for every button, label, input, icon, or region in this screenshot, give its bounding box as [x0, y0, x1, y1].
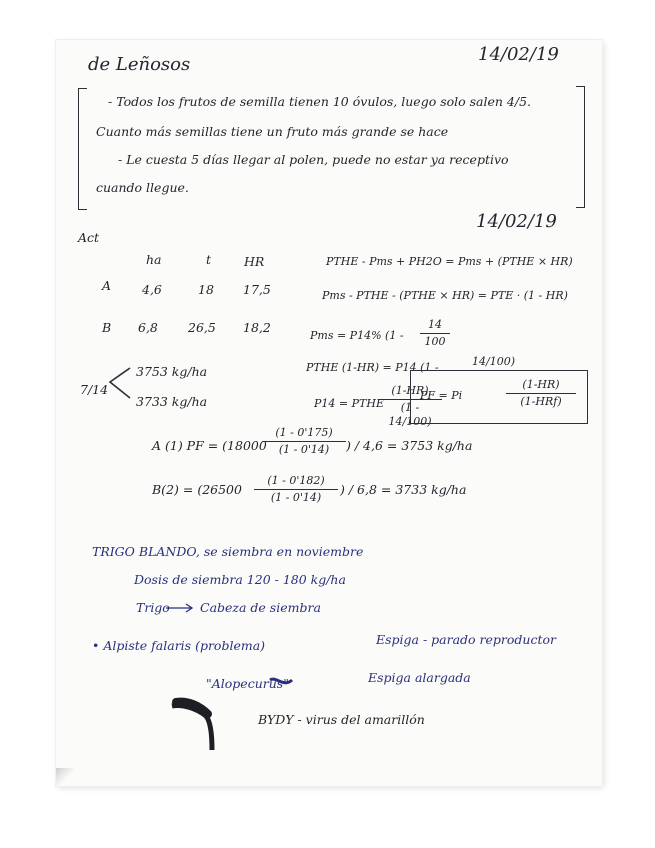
wheat-line-4: • Alpiste falaris (problema) [92, 638, 266, 653]
note-line: Cuanto más semillas tiene un fruto más grande se hace [96, 124, 449, 139]
fraction-numerator: (1-HR) [391, 384, 429, 397]
formula-4-fraction: 14/100) [472, 355, 515, 368]
cell-t: 26,5 [188, 320, 216, 335]
row-label: B [102, 320, 112, 335]
calc-a-result: ) / 4,6 = 3753 kg/ha [346, 438, 473, 453]
fraction-denominator: 100 [424, 335, 446, 348]
formula-3: Pms = P14% (1 - [310, 329, 404, 342]
cell-hr: 18,2 [243, 320, 271, 335]
formula-5: P14 = PTHE [314, 397, 384, 410]
col-header-ha: ha [146, 252, 162, 267]
act-label: Act [78, 230, 100, 245]
fraction-denominator: (1 - 14/100) [388, 401, 432, 428]
wheat-line-3b: Cabeza de siembra [200, 600, 321, 615]
note-line: - Todos los frutos de semilla tienen 10 óvulos, luego solo salen 4/5. [108, 94, 532, 109]
result-value: 3733 kg/ha [136, 394, 208, 409]
fraction-denominator: (1 - 0'14) [270, 491, 322, 504]
formula-4: PTHE (1-HR) = P14 (1 - [306, 361, 439, 374]
wheat-line-2: Dosis de siembra 120 - 180 kg/ha [134, 572, 346, 587]
fraction-numerator: (1 - 0'182) [267, 474, 325, 487]
col-header-t: t [206, 252, 212, 267]
boxed-formula-left: PF = Pi [420, 389, 463, 402]
formula-2: Pms - PTHE - (PTHE × HR) = PTE · (1 - HR) [322, 289, 568, 302]
calc-b-result: ) / 6,8 = 3733 kg/ha [340, 482, 467, 497]
calc-b-fraction [254, 474, 338, 505]
fraction-denominator: (1 - 0'14) [278, 443, 330, 456]
fraction-bar [262, 441, 346, 442]
note-line: cuando llegue. [96, 180, 189, 195]
wheat-line-5: "Alopecurus" [206, 676, 289, 691]
wheat-line-5-right: Espiga alargada [368, 670, 471, 685]
calc-a-label: A (1) PF = (18000 [152, 438, 267, 453]
row-label: A [102, 278, 112, 293]
page-title: de Leñosos [88, 54, 191, 75]
cell-ha: 6,8 [138, 320, 158, 335]
results-side-label: 7/14 [80, 382, 109, 397]
fraction-numerator: (1 - 0'175) [275, 426, 333, 439]
formula-1: PTHE - Pms + PH2O = Pms + (PTHE × HR) [326, 255, 573, 268]
fraction-numerator: 14 [428, 318, 442, 331]
cell-hr: 17,5 [243, 282, 271, 297]
cell-t: 18 [198, 282, 214, 297]
cell-ha: 4,6 [142, 282, 162, 297]
wheat-line-6: BYDY - virus del amarillón [258, 712, 425, 727]
wheat-line-1: TRIGO BLANDO, se siembra en noviembre [92, 544, 364, 559]
fraction-numerator: (1-HR) [522, 378, 560, 391]
calc-a-fraction [262, 426, 346, 457]
arrow-right-icon [166, 600, 192, 614]
fraction-denominator: (1-HRf) [520, 395, 562, 408]
wheat-line-4-right: Espiga - parado reproductor [376, 632, 556, 647]
fraction-bar [254, 489, 338, 490]
col-header-hr: HR [244, 254, 265, 269]
ink-blot-icon [170, 698, 216, 754]
date: 14/02/19 [478, 44, 559, 65]
result-value: 3753 kg/ha [136, 364, 208, 379]
note-line: - Le cuesta 5 días llegar al polen, puede no estar ya receptivo [118, 152, 509, 167]
wheat-line-3a: Trigo [136, 600, 170, 615]
calc-b-label: B(2) = (26500 [152, 482, 242, 497]
date-2: 14/02/19 [476, 211, 557, 232]
